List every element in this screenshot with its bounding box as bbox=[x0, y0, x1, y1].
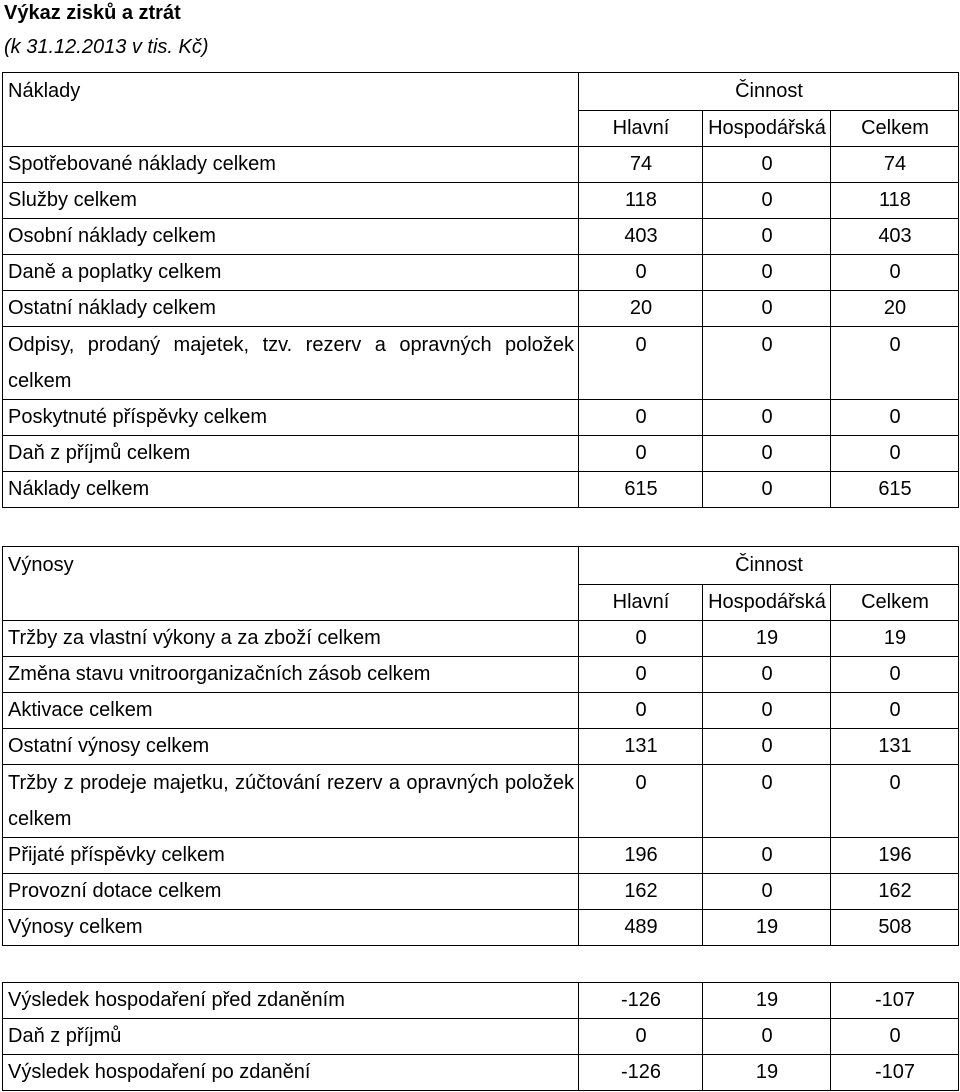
revenue-total-row bbox=[3, 910, 959, 946]
revenue-section-header: Výnosy bbox=[3, 547, 579, 621]
cell-hospodarska: 19 bbox=[703, 1055, 831, 1091]
table-row bbox=[3, 291, 959, 327]
cell-hospodarska: 0 bbox=[703, 400, 831, 436]
cell-celkem: 403 bbox=[831, 219, 959, 255]
column-header-hospodarska: Hospodářská bbox=[703, 585, 831, 621]
cell-hospodarska: 19 bbox=[703, 910, 831, 946]
activity-group-header: Činnost bbox=[579, 547, 959, 585]
column-header-celkem: Celkem bbox=[831, 111, 959, 147]
cell-hlavni: 0 bbox=[579, 621, 703, 657]
cell-celkem: 118 bbox=[831, 183, 959, 219]
cell-hlavni: 403 bbox=[579, 219, 703, 255]
report-subtitle: (k 31.12.2013 v tis. Kč) bbox=[4, 36, 209, 58]
cell-hlavni: 20 bbox=[579, 291, 703, 327]
cell-celkem: 0 bbox=[831, 657, 959, 693]
report-title: Výkaz zisků a ztrát bbox=[4, 2, 181, 24]
column-header-hlavni: Hlavní bbox=[579, 585, 703, 621]
table-row bbox=[3, 983, 959, 1019]
row-label: Výsledek hospodaření před zdaněním bbox=[3, 983, 579, 1019]
cell-hospodarska: 0 bbox=[703, 765, 831, 838]
table-row bbox=[3, 436, 959, 472]
table-row bbox=[3, 693, 959, 729]
cell-celkem: 196 bbox=[831, 838, 959, 874]
cell-celkem: 131 bbox=[831, 729, 959, 765]
cell-hlavni: 615 bbox=[579, 472, 703, 508]
cell-celkem: 0 bbox=[831, 255, 959, 291]
table-row bbox=[3, 621, 959, 657]
activity-group-header: Činnost bbox=[579, 73, 959, 111]
cell-hospodarska: 0 bbox=[703, 183, 831, 219]
table-row bbox=[3, 147, 959, 183]
costs-table bbox=[2, 72, 959, 508]
row-label: Tržby z prodeje majetku, zúčtování rezerv a opravných položek celkem bbox=[3, 765, 579, 838]
table-row bbox=[3, 400, 959, 436]
cell-hospodarska: 0 bbox=[703, 219, 831, 255]
cell-hlavni: 0 bbox=[579, 436, 703, 472]
cell-hlavni: 0 bbox=[579, 255, 703, 291]
table-row bbox=[3, 219, 959, 255]
cell-hospodarska: 0 bbox=[703, 1019, 831, 1055]
costs-section-header: Náklady bbox=[3, 73, 579, 147]
cell-hospodarska: 0 bbox=[703, 255, 831, 291]
cell-celkem: -107 bbox=[831, 1055, 959, 1091]
cell-hlavni: -126 bbox=[579, 1055, 703, 1091]
row-label: Služby celkem bbox=[3, 183, 579, 219]
cell-hlavni: 131 bbox=[579, 729, 703, 765]
table-row bbox=[3, 1019, 959, 1055]
cell-celkem: 0 bbox=[831, 327, 959, 400]
table-row bbox=[3, 657, 959, 693]
cell-hlavni: 0 bbox=[579, 327, 703, 400]
revenue-header-row bbox=[3, 547, 959, 585]
row-label: Provozní dotace celkem bbox=[3, 874, 579, 910]
cell-hospodarska: 0 bbox=[703, 729, 831, 765]
table-row bbox=[3, 765, 959, 838]
cell-celkem: 74 bbox=[831, 147, 959, 183]
row-label: Spotřebované náklady celkem bbox=[3, 147, 579, 183]
cell-hlavni: 196 bbox=[579, 838, 703, 874]
cell-celkem: 19 bbox=[831, 621, 959, 657]
row-label: Poskytnuté příspěvky celkem bbox=[3, 400, 579, 436]
row-label: Daň z příjmů bbox=[3, 1019, 579, 1055]
cell-hlavni: 0 bbox=[579, 765, 703, 838]
cell-celkem: -107 bbox=[831, 983, 959, 1019]
cell-celkem: 0 bbox=[831, 436, 959, 472]
column-header-hlavni: Hlavní bbox=[579, 111, 703, 147]
cell-hospodarska: 19 bbox=[703, 621, 831, 657]
cell-hlavni: -126 bbox=[579, 983, 703, 1019]
column-header-hospodarska: Hospodářská bbox=[703, 111, 831, 147]
cell-celkem: 162 bbox=[831, 874, 959, 910]
row-label: Osobní náklady celkem bbox=[3, 219, 579, 255]
cell-celkem: 508 bbox=[831, 910, 959, 946]
row-label: Aktivace celkem bbox=[3, 693, 579, 729]
table-row bbox=[3, 183, 959, 219]
cell-hlavni: 489 bbox=[579, 910, 703, 946]
cell-hlavni: 74 bbox=[579, 147, 703, 183]
cell-celkem: 0 bbox=[831, 765, 959, 838]
row-label: Ostatní náklady celkem bbox=[3, 291, 579, 327]
cell-celkem: 20 bbox=[831, 291, 959, 327]
costs-header-row bbox=[3, 73, 959, 111]
cell-hospodarska: 0 bbox=[703, 472, 831, 508]
revenue-table bbox=[2, 546, 959, 946]
row-label: Výsledek hospodaření po zdanění bbox=[3, 1055, 579, 1091]
row-label: Tržby za vlastní výkony a za zboží celkem bbox=[3, 621, 579, 657]
table-row bbox=[3, 327, 959, 400]
cell-hospodarska: 0 bbox=[703, 838, 831, 874]
cell-hlavni: 0 bbox=[579, 400, 703, 436]
cell-celkem: 0 bbox=[831, 693, 959, 729]
row-label: Změna stavu vnitroorganizačních zásob celkem bbox=[3, 657, 579, 693]
cell-hlavni: 0 bbox=[579, 657, 703, 693]
row-label: Náklady celkem bbox=[3, 472, 579, 508]
column-header-celkem: Celkem bbox=[831, 585, 959, 621]
result-table bbox=[2, 982, 959, 1091]
cell-celkem: 0 bbox=[831, 1019, 959, 1055]
cell-hospodarska: 19 bbox=[703, 983, 831, 1019]
cell-hospodarska: 0 bbox=[703, 327, 831, 400]
table-row bbox=[3, 729, 959, 765]
cell-hospodarska: 0 bbox=[703, 874, 831, 910]
table-row bbox=[3, 255, 959, 291]
row-label: Přijaté příspěvky celkem bbox=[3, 838, 579, 874]
table-row bbox=[3, 1055, 959, 1091]
cell-hlavni: 0 bbox=[579, 693, 703, 729]
cell-celkem: 0 bbox=[831, 400, 959, 436]
cell-celkem: 615 bbox=[831, 472, 959, 508]
table-row bbox=[3, 838, 959, 874]
row-label: Odpisy, prodaný majetek, tzv. rezerv a opravných položek celkem bbox=[3, 327, 579, 400]
cell-hlavni: 0 bbox=[579, 1019, 703, 1055]
cell-hospodarska: 0 bbox=[703, 693, 831, 729]
costs-total-row bbox=[3, 472, 959, 508]
table-row bbox=[3, 874, 959, 910]
row-label: Výnosy celkem bbox=[3, 910, 579, 946]
cell-hlavni: 162 bbox=[579, 874, 703, 910]
row-label: Ostatní výnosy celkem bbox=[3, 729, 579, 765]
cell-hospodarska: 0 bbox=[703, 291, 831, 327]
cell-hlavni: 118 bbox=[579, 183, 703, 219]
cell-hospodarska: 0 bbox=[703, 657, 831, 693]
row-label: Daně a poplatky celkem bbox=[3, 255, 579, 291]
row-label: Daň z příjmů celkem bbox=[3, 436, 579, 472]
cell-hospodarska: 0 bbox=[703, 147, 831, 183]
cell-hospodarska: 0 bbox=[703, 436, 831, 472]
